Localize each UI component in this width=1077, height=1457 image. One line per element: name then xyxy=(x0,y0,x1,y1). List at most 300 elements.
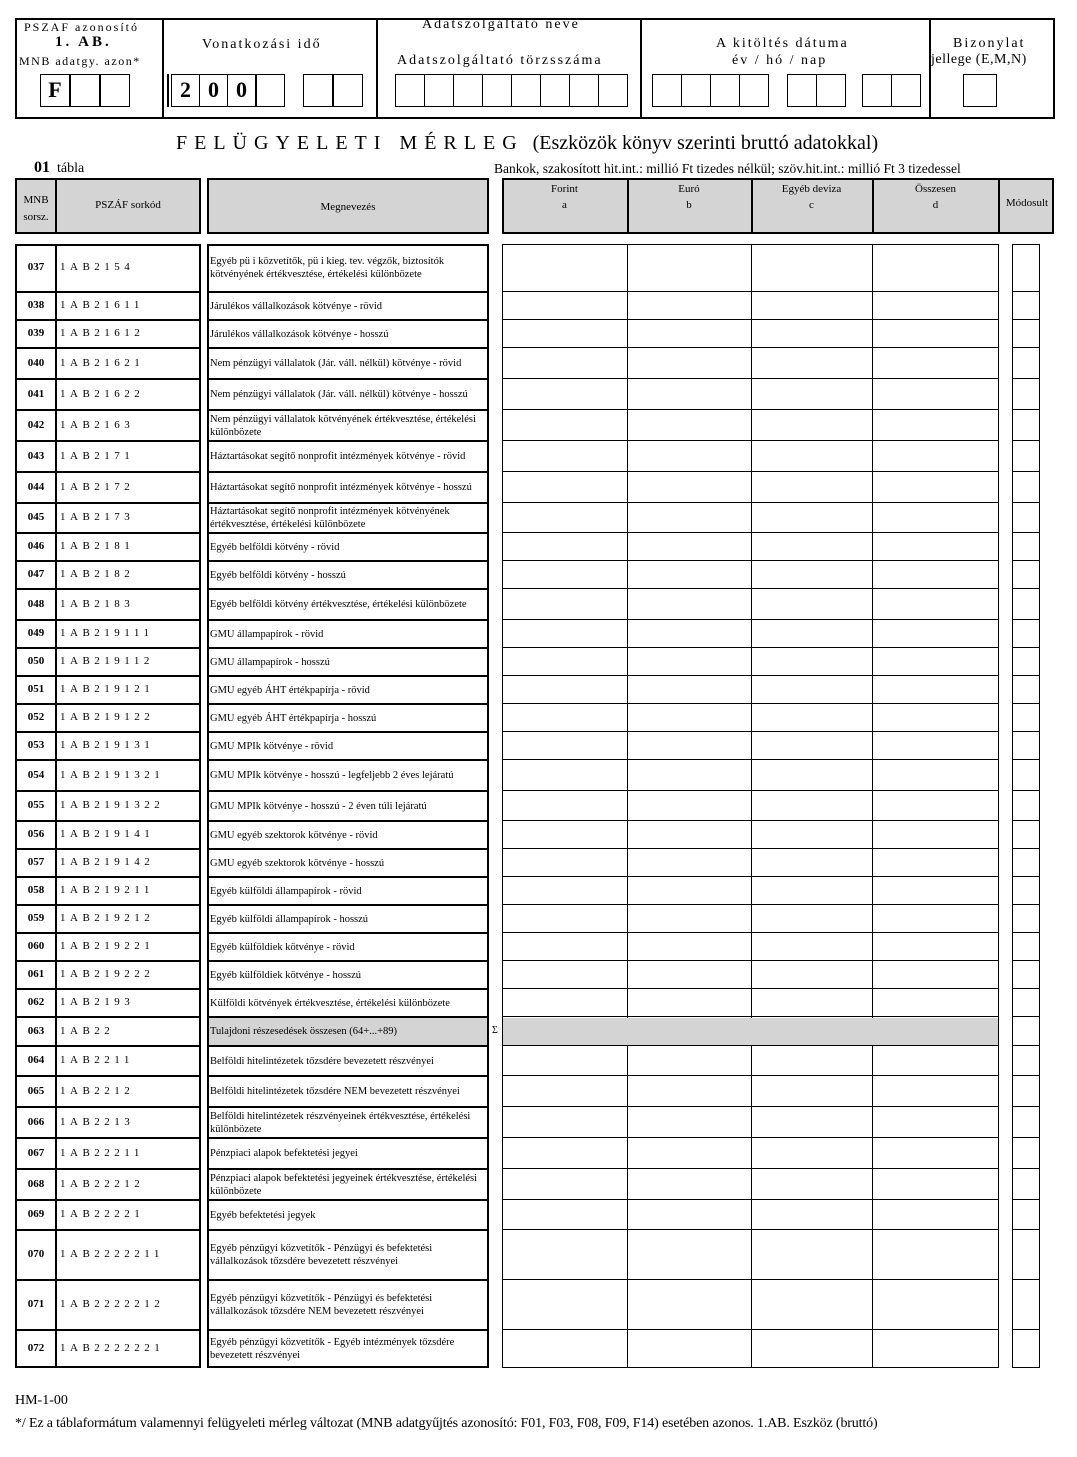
value-cell-forint[interactable] xyxy=(504,293,625,318)
provider-id-box[interactable] xyxy=(424,74,454,107)
period-box-4[interactable] xyxy=(256,74,285,107)
period-box-1[interactable]: 2 xyxy=(171,74,200,107)
value-cell-forint[interactable] xyxy=(504,705,625,730)
pszaf-label: PSZAF azonosító xyxy=(24,20,140,34)
row-code: 1AB219211 xyxy=(60,884,154,896)
value-cell-other[interactable] xyxy=(753,705,870,730)
modified-cell[interactable] xyxy=(1014,590,1038,618)
modified-cell[interactable] xyxy=(1014,649,1038,674)
row-code: 1AB2213 xyxy=(60,1115,135,1128)
value-cell-total[interactable] xyxy=(874,534,997,559)
value-cell-euro[interactable] xyxy=(629,878,749,903)
value-cell-total[interactable] xyxy=(874,649,997,674)
provider-id-box[interactable] xyxy=(482,74,512,107)
value-cell-forint[interactable] xyxy=(504,677,625,702)
row-separator xyxy=(15,502,201,504)
row-number: 054 xyxy=(27,768,45,781)
row-code: 1AB2182 xyxy=(60,568,135,580)
modified-cell[interactable] xyxy=(1014,677,1038,702)
row-separator xyxy=(1012,1168,1040,1169)
value-cell-total[interactable] xyxy=(874,442,997,470)
row-number: 042 xyxy=(27,418,45,431)
row-separator xyxy=(502,502,999,503)
value-cell-other[interactable] xyxy=(753,534,870,559)
value-cell-other[interactable] xyxy=(753,1139,870,1167)
value-cell-total[interactable] xyxy=(874,761,997,789)
row-separator xyxy=(1012,820,1040,821)
row-code: 1AB219142 xyxy=(60,856,155,868)
row-separator xyxy=(1012,848,1040,849)
period-box-5[interactable] xyxy=(303,74,333,107)
value-cell-forint[interactable] xyxy=(504,349,625,377)
row-label-text: Járulékos vállalkozások kötvénye - rövid xyxy=(210,300,383,312)
row-number: 058 xyxy=(27,884,45,896)
value-cell-other[interactable] xyxy=(753,962,870,987)
value-cell-euro[interactable] xyxy=(629,473,749,501)
row-label-text: GMU egyéb ÁHT értékpapírja - rövid xyxy=(210,684,370,696)
row-code: 1AB219121 xyxy=(60,683,155,695)
value-cell-total[interactable] xyxy=(874,1077,997,1105)
value-cell-total[interactable] xyxy=(874,962,997,987)
modified-cell[interactable] xyxy=(1014,380,1038,408)
row-label-text: Nem pénzügyi vállalatok kötvényének értékvesztése, értékelési különbözete xyxy=(210,413,476,438)
value-cell-other[interactable] xyxy=(753,293,870,318)
row-label-text: GMU egyéb ÁHT értékpapírja - hosszú xyxy=(210,712,377,724)
period-label: Vonatkozási idő xyxy=(202,37,322,52)
value-cell-forint[interactable] xyxy=(504,321,625,346)
modified-cell[interactable] xyxy=(1014,990,1038,1015)
value-cell-other[interactable] xyxy=(753,990,870,1015)
row-separator xyxy=(502,378,999,379)
value-cell-total[interactable] xyxy=(874,733,997,758)
value-cell-other[interactable] xyxy=(753,1047,870,1074)
doctype-box[interactable] xyxy=(963,74,997,107)
value-cell-other[interactable] xyxy=(753,321,870,346)
value-cell-total[interactable] xyxy=(874,321,997,346)
value-cell-total[interactable] xyxy=(874,293,997,318)
row-separator xyxy=(1012,1045,1040,1046)
value-cell-euro[interactable] xyxy=(629,349,749,377)
row-label xyxy=(208,1331,488,1367)
value-cell-euro[interactable] xyxy=(629,1331,749,1366)
value-cell-other[interactable] xyxy=(753,590,870,618)
row-label-text: Háztartásokat segítő nonprofit intézmények kötvénye - rövid xyxy=(210,451,466,462)
value-cell-euro[interactable] xyxy=(629,822,749,847)
value-cell-forint[interactable] xyxy=(504,562,625,587)
row-label xyxy=(208,990,488,1016)
value-cell-forint[interactable] xyxy=(504,442,625,470)
row-separator xyxy=(502,703,999,704)
modified-cell[interactable] xyxy=(1014,822,1038,847)
row-separator xyxy=(15,1279,201,1281)
value-cell-euro[interactable] xyxy=(629,245,749,290)
value-cell-forint[interactable] xyxy=(504,1108,625,1136)
value-cell-total[interactable] xyxy=(874,1201,997,1228)
row-number: 047 xyxy=(27,568,45,580)
modified-cell[interactable] xyxy=(1014,906,1038,931)
value-cell-other[interactable] xyxy=(753,245,870,290)
value-cell-euro[interactable] xyxy=(629,293,749,318)
value-cell-other[interactable] xyxy=(753,1231,870,1278)
row-separator xyxy=(1012,1229,1040,1230)
modified-cell[interactable] xyxy=(1014,733,1038,758)
row-label xyxy=(208,822,488,848)
value-cell-euro[interactable] xyxy=(629,1170,749,1198)
row-code: 1AB2163 xyxy=(60,418,135,431)
value-cell-euro[interactable] xyxy=(629,1231,749,1278)
row-code: 1AB219212 xyxy=(60,912,155,924)
fill-date-format: év / hó / nap xyxy=(732,53,828,68)
value-cell-euro[interactable] xyxy=(629,562,749,587)
value-cell-other[interactable] xyxy=(753,349,870,377)
value-cell-other[interactable] xyxy=(753,649,870,674)
value-cell-forint[interactable] xyxy=(504,504,625,531)
modified-cell[interactable] xyxy=(1014,1281,1038,1328)
provider-id-box[interactable] xyxy=(453,74,483,107)
value-cell-forint[interactable] xyxy=(504,411,625,439)
value-cell-other[interactable] xyxy=(753,380,870,408)
row-label xyxy=(208,878,488,904)
row-label-text: GMU állampapírok - rövid xyxy=(210,628,324,640)
row-separator xyxy=(15,1045,201,1047)
value-cell-total[interactable] xyxy=(874,1018,997,1044)
value-cell-forint[interactable] xyxy=(504,1170,625,1198)
row-number: 059 xyxy=(27,912,45,924)
value-cell-other[interactable] xyxy=(753,1108,870,1136)
value-cell-total[interactable] xyxy=(874,1108,997,1136)
row-number: 050 xyxy=(27,655,45,667)
value-cell-euro[interactable] xyxy=(629,962,749,987)
row-separator xyxy=(1012,502,1040,503)
value-cell-forint[interactable] xyxy=(504,761,625,789)
value-cell-other[interactable] xyxy=(753,878,870,903)
value-cell-total[interactable] xyxy=(874,705,997,730)
modified-cell[interactable] xyxy=(1014,1331,1038,1366)
row-separator xyxy=(502,904,999,905)
row-separator xyxy=(15,588,201,590)
value-cell-total[interactable] xyxy=(874,1047,997,1074)
value-cell-other[interactable] xyxy=(753,934,870,959)
value-cell-euro[interactable] xyxy=(629,504,749,531)
value-cell-other[interactable] xyxy=(753,792,870,819)
value-cell-total[interactable] xyxy=(874,504,997,531)
modified-cell[interactable] xyxy=(1014,878,1038,903)
provider-id-box[interactable] xyxy=(395,74,425,107)
value-cell-total[interactable] xyxy=(874,562,997,587)
value-cell-other[interactable] xyxy=(753,1077,870,1105)
row-label-text: Egyéb külföldiek kötvénye - rövid xyxy=(210,941,355,953)
value-cell-euro[interactable] xyxy=(629,934,749,959)
value-cell-euro[interactable] xyxy=(629,705,749,730)
fill-date-box[interactable] xyxy=(787,74,817,107)
row-label xyxy=(208,733,488,759)
row-code: 1AB22221 xyxy=(60,1208,145,1220)
modified-cell[interactable] xyxy=(1014,705,1038,730)
row-separator xyxy=(1012,790,1040,791)
value-cell-euro[interactable] xyxy=(629,1281,749,1328)
value-cell-forint[interactable] xyxy=(504,850,625,875)
value-cell-other[interactable] xyxy=(753,1331,870,1366)
value-cell-total[interactable] xyxy=(874,1231,997,1278)
row-label-text: Járulékos vállalkozások kötvénye - hosszú xyxy=(210,328,389,340)
value-cell-forint[interactable] xyxy=(504,1047,625,1074)
value-cell-total[interactable] xyxy=(874,473,997,501)
modified-cell[interactable] xyxy=(1014,1201,1038,1228)
value-cell-other[interactable] xyxy=(753,473,870,501)
row-separator xyxy=(502,1229,999,1230)
modified-cell[interactable] xyxy=(1014,411,1038,439)
modified-cell[interactable] xyxy=(1014,850,1038,875)
value-cell-forint[interactable] xyxy=(504,1077,625,1105)
modified-cell[interactable] xyxy=(1014,1139,1038,1167)
value-cell-euro[interactable] xyxy=(629,733,749,758)
value-cell-total[interactable] xyxy=(874,245,997,290)
value-cell-forint[interactable] xyxy=(504,934,625,959)
row-code: 1AB219111 xyxy=(60,627,154,639)
value-cell-euro[interactable] xyxy=(629,590,749,618)
row-label xyxy=(208,621,488,647)
row-separator xyxy=(1012,1016,1040,1017)
value-cell-total[interactable] xyxy=(874,677,997,702)
value-cell-total[interactable] xyxy=(874,380,997,408)
row-label-text: Egyéb belföldi kötvény - rövid xyxy=(210,541,340,553)
provider-id-box[interactable] xyxy=(598,74,628,107)
provider-id-box[interactable] xyxy=(540,74,570,107)
modified-cell[interactable] xyxy=(1014,1077,1038,1105)
value-cell-other[interactable] xyxy=(753,822,870,847)
value-cell-other[interactable] xyxy=(753,733,870,758)
value-cell-total[interactable] xyxy=(874,349,997,377)
modified-cell[interactable] xyxy=(1014,934,1038,959)
value-cell-forint[interactable] xyxy=(504,792,625,819)
modified-cell[interactable] xyxy=(1014,349,1038,377)
row-separator xyxy=(502,560,999,561)
value-cell-other[interactable] xyxy=(753,621,870,646)
value-cell-euro[interactable] xyxy=(629,990,749,1015)
value-cell-total[interactable] xyxy=(874,934,997,959)
value-cell-forint[interactable] xyxy=(504,1018,625,1044)
mnb-box-2[interactable] xyxy=(70,74,100,107)
modified-cell[interactable] xyxy=(1014,1108,1038,1136)
footer-note: */ Ez a táblaformátum valamennyi felügyeleti mérleg változat (MNB adatgyűjtés azonosító: F01, F03, F08, F09, F14) esetében azonos. 1.AB. Eszköz (bruttó) xyxy=(15,1416,878,1431)
fill-date-box[interactable] xyxy=(739,74,769,107)
value-cell-forint[interactable] xyxy=(504,906,625,931)
value-cell-total[interactable] xyxy=(874,792,997,819)
row-label xyxy=(208,590,488,619)
value-cell-forint[interactable] xyxy=(504,878,625,903)
value-cell-forint[interactable] xyxy=(504,621,625,646)
provider-id-box[interactable] xyxy=(569,74,599,107)
row-label-text: Egyéb pénzügyi közvetítők - Pénzügyi és befektetési vállalkozások tőzsdére bevezetett részvényei xyxy=(210,1243,433,1267)
col-header-total-letter: d xyxy=(932,199,939,211)
value-cell-forint[interactable] xyxy=(504,649,625,674)
period-box-3[interactable]: 0 xyxy=(227,74,256,107)
row-separator xyxy=(1012,409,1040,410)
col-header-euro-text: Euró xyxy=(678,183,700,195)
modified-cell[interactable] xyxy=(1014,562,1038,587)
value-cell-euro[interactable] xyxy=(629,380,749,408)
value-cell-euro[interactable] xyxy=(629,1201,749,1228)
fill-date-box[interactable] xyxy=(862,74,892,107)
value-cell-other[interactable] xyxy=(753,1281,870,1328)
row-label xyxy=(208,411,488,440)
value-cell-euro[interactable] xyxy=(629,906,749,931)
value-cell-forint[interactable] xyxy=(504,1231,625,1278)
provider-id-box[interactable] xyxy=(511,74,541,107)
row-label xyxy=(208,1018,488,1045)
value-cell-euro[interactable] xyxy=(629,1139,749,1167)
modified-cell[interactable] xyxy=(1014,962,1038,987)
fill-date-box[interactable] xyxy=(816,74,846,107)
value-cell-other[interactable] xyxy=(753,504,870,531)
row-separator xyxy=(502,876,999,877)
value-cell-total[interactable] xyxy=(874,850,997,875)
value-cell-total[interactable] xyxy=(874,878,997,903)
fill-date-box[interactable] xyxy=(681,74,711,107)
row-separator xyxy=(502,1075,999,1076)
value-cell-total[interactable] xyxy=(874,990,997,1015)
value-cell-other[interactable] xyxy=(753,562,870,587)
row-label xyxy=(208,705,488,731)
row-number: 046 xyxy=(27,540,45,552)
row-number: 052 xyxy=(27,711,45,723)
value-cell-total[interactable] xyxy=(874,906,997,931)
value-cell-total[interactable] xyxy=(874,1281,997,1328)
row-separator xyxy=(502,731,999,732)
value-cell-euro[interactable] xyxy=(629,442,749,470)
value-cell-other[interactable] xyxy=(753,850,870,875)
row-label xyxy=(208,962,488,988)
modified-cell[interactable] xyxy=(1014,442,1038,470)
modified-cell[interactable] xyxy=(1014,1047,1038,1074)
value-cell-euro[interactable] xyxy=(629,411,749,439)
value-cell-forint[interactable] xyxy=(504,1281,625,1328)
modified-cell[interactable] xyxy=(1014,504,1038,531)
value-cell-euro[interactable] xyxy=(629,1047,749,1074)
modified-cell[interactable] xyxy=(1014,1018,1038,1044)
modified-cell[interactable] xyxy=(1014,321,1038,346)
value-cell-forint[interactable] xyxy=(504,733,625,758)
row-separator xyxy=(502,960,999,961)
row-number: 039 xyxy=(27,327,45,339)
row-label-text: Külföldi kötvények értékvesztése, értékelési különbözete xyxy=(210,997,450,1009)
value-cell-total[interactable] xyxy=(874,590,997,618)
value-cell-other[interactable] xyxy=(753,1018,870,1044)
value-cell-euro[interactable] xyxy=(629,792,749,819)
row-number: 043 xyxy=(27,449,45,462)
row-code: 1AB2222221 xyxy=(60,1342,165,1354)
row-separator xyxy=(15,1229,201,1231)
modified-cell[interactable] xyxy=(1014,1170,1038,1198)
header-divider-3 xyxy=(640,18,642,119)
row-separator xyxy=(502,1045,999,1046)
row-separator xyxy=(1012,1106,1040,1107)
value-cell-euro[interactable] xyxy=(629,321,749,346)
row-label xyxy=(208,1201,488,1229)
value-cell-forint[interactable] xyxy=(504,1201,625,1228)
row-separator xyxy=(502,1137,999,1138)
row-separator xyxy=(502,532,999,533)
value-cell-other[interactable] xyxy=(753,1170,870,1198)
modified-cell[interactable] xyxy=(1014,761,1038,789)
value-cell-forint[interactable] xyxy=(504,380,625,408)
value-cell-forint[interactable] xyxy=(504,245,625,290)
value-cell-forint[interactable] xyxy=(504,1331,625,1366)
sigma-mark: Σ xyxy=(492,1024,498,1036)
value-cell-forint[interactable] xyxy=(504,473,625,501)
value-cell-forint[interactable] xyxy=(504,590,625,618)
value-cell-forint[interactable] xyxy=(504,990,625,1015)
value-cell-total[interactable] xyxy=(874,1331,997,1366)
value-cell-euro[interactable] xyxy=(629,1077,749,1105)
fill-date-box[interactable] xyxy=(652,74,682,107)
row-number: 044 xyxy=(27,480,45,493)
value-cell-euro[interactable] xyxy=(629,677,749,702)
value-cell-euro[interactable] xyxy=(629,649,749,674)
modified-cell[interactable] xyxy=(1014,621,1038,646)
value-cell-total[interactable] xyxy=(874,1139,997,1167)
value-cell-euro[interactable] xyxy=(629,1108,749,1136)
period-box-6[interactable] xyxy=(333,74,363,107)
value-cell-forint[interactable] xyxy=(504,1139,625,1167)
row-number: 040 xyxy=(27,356,45,369)
value-cell-total[interactable] xyxy=(874,411,997,439)
value-cell-other[interactable] xyxy=(753,442,870,470)
row-separator xyxy=(15,532,201,534)
row-label-text: GMU MPIk kötvénye - hosszú - 2 éven túli lejáratú xyxy=(210,800,427,812)
row-label xyxy=(208,850,488,876)
value-cell-total[interactable] xyxy=(874,621,997,646)
row-label-text: Egyéb külföldi állampapírok - hosszú xyxy=(210,913,369,925)
value-cell-forint[interactable] xyxy=(504,534,625,559)
modified-cell[interactable] xyxy=(1014,473,1038,501)
mnb-box-1[interactable]: F xyxy=(40,74,70,107)
row-separator xyxy=(502,1199,999,1200)
value-cell-other[interactable] xyxy=(753,411,870,439)
row-number: 060 xyxy=(27,940,45,952)
header-divider-1 xyxy=(162,18,164,119)
value-cell-euro[interactable] xyxy=(629,621,749,646)
value-cell-euro[interactable] xyxy=(629,534,749,559)
mnb-box-3[interactable] xyxy=(100,74,130,107)
value-cell-other[interactable] xyxy=(753,677,870,702)
row-separator xyxy=(1012,1279,1040,1280)
value-cell-total[interactable] xyxy=(874,822,997,847)
modified-cell[interactable] xyxy=(1014,293,1038,318)
value-cell-forint[interactable] xyxy=(504,962,625,987)
fill-date-box[interactable] xyxy=(891,74,921,107)
value-cell-forint[interactable] xyxy=(504,822,625,847)
fill-date-box[interactable] xyxy=(710,74,740,107)
row-code: 1AB22212 xyxy=(60,1177,145,1190)
row-label-text: Nem pénzügyi vállalatok (Jár. váll. nélkül) kötvénye - hosszú xyxy=(210,389,468,400)
period-box-2[interactable]: 0 xyxy=(199,74,228,107)
value-cell-other[interactable] xyxy=(753,761,870,789)
modified-cell[interactable] xyxy=(1014,792,1038,819)
modified-cell[interactable] xyxy=(1014,1231,1038,1278)
value-cell-euro[interactable] xyxy=(629,850,749,875)
value-cell-euro[interactable] xyxy=(629,1018,749,1044)
value-cell-total[interactable] xyxy=(874,1170,997,1198)
row-separator xyxy=(502,790,999,791)
value-cell-other[interactable] xyxy=(753,1201,870,1228)
value-cell-other[interactable] xyxy=(753,906,870,931)
value-cell-euro[interactable] xyxy=(629,761,749,789)
row-separator xyxy=(1012,319,1040,320)
form-title-main: FELÜGYELETI MÉRLEG xyxy=(176,132,524,154)
modified-cell[interactable] xyxy=(1014,245,1038,290)
modified-cell[interactable] xyxy=(1014,534,1038,559)
